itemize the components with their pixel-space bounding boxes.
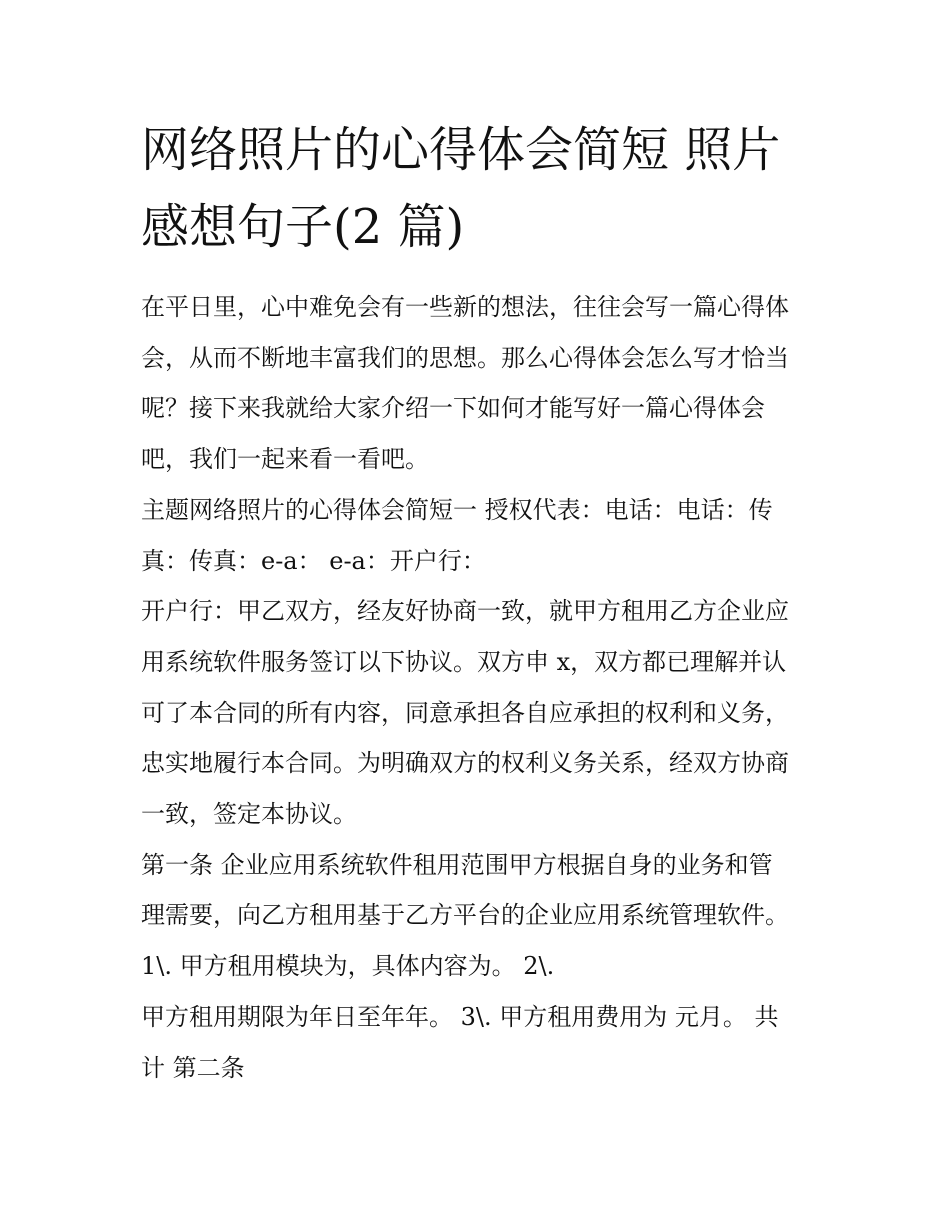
paragraph-line: 吧，我们一起来看一看吧。	[141, 445, 429, 474]
paragraph-line: 忠实地履行本合同。为明确双方的权利义务关系，经双方协商	[141, 749, 789, 778]
parties-paragraph	[141, 485, 813, 586]
paragraph-line: 可了本合同的所有内容，同意承担各自应承担的权利和义务，	[141, 698, 789, 727]
paragraph-line: 理需要，向乙方租用基于乙方平台的企业应用系统管理软件。	[141, 901, 789, 930]
paragraph-line: 甲方租用期限为年日至年年。 3\. 甲方租用费用为 元月。 共	[141, 1002, 779, 1031]
paragraph-line: 计 第二条	[141, 1053, 245, 1082]
paragraph-line: 第一条 企业应用系统软件租用范围甲方根据自身的业务和管	[141, 850, 773, 879]
document-content	[141, 112, 813, 1093]
paragraph-line: 在平日里，心中难免会有一些新的想法，往往会写一篇心得体	[141, 293, 789, 321]
paragraph-line: 1\. 甲方租用模块为，具体内容为。 2\.	[141, 952, 555, 981]
paragraph-line: 一致，签定本协议。	[141, 800, 357, 829]
paragraph-line: 呢？接下来我就给大家介绍一下如何才能写好一篇心得体会	[141, 394, 765, 423]
title-line-2: 感想句子(2 篇)	[141, 199, 465, 255]
paragraph-line: 真：传真：e-a： e-a：开户行：	[141, 546, 486, 575]
paragraph-line: 主题网络照片的心得体会简短一 授权代表：电话：电话：传	[141, 495, 773, 524]
term-fee-paragraph	[141, 992, 813, 1093]
intro-paragraph	[141, 282, 813, 485]
paragraph-line: 用系统软件服务签订以下协议。双方申 x，双方都已理解并认	[141, 647, 787, 676]
paragraph-line: 会，从而不断地丰富我们的思想。那么心得体会怎么写才恰当	[141, 343, 789, 372]
agreement-paragraph	[141, 586, 813, 840]
paragraph-line: 开户行：甲乙双方，经友好协商一致，就甲方租用乙方企业应	[141, 597, 789, 626]
article-one-paragraph	[141, 840, 813, 992]
title-line-1: 网络照片的心得体会简短 照片	[141, 122, 781, 178]
document-title	[141, 112, 813, 266]
